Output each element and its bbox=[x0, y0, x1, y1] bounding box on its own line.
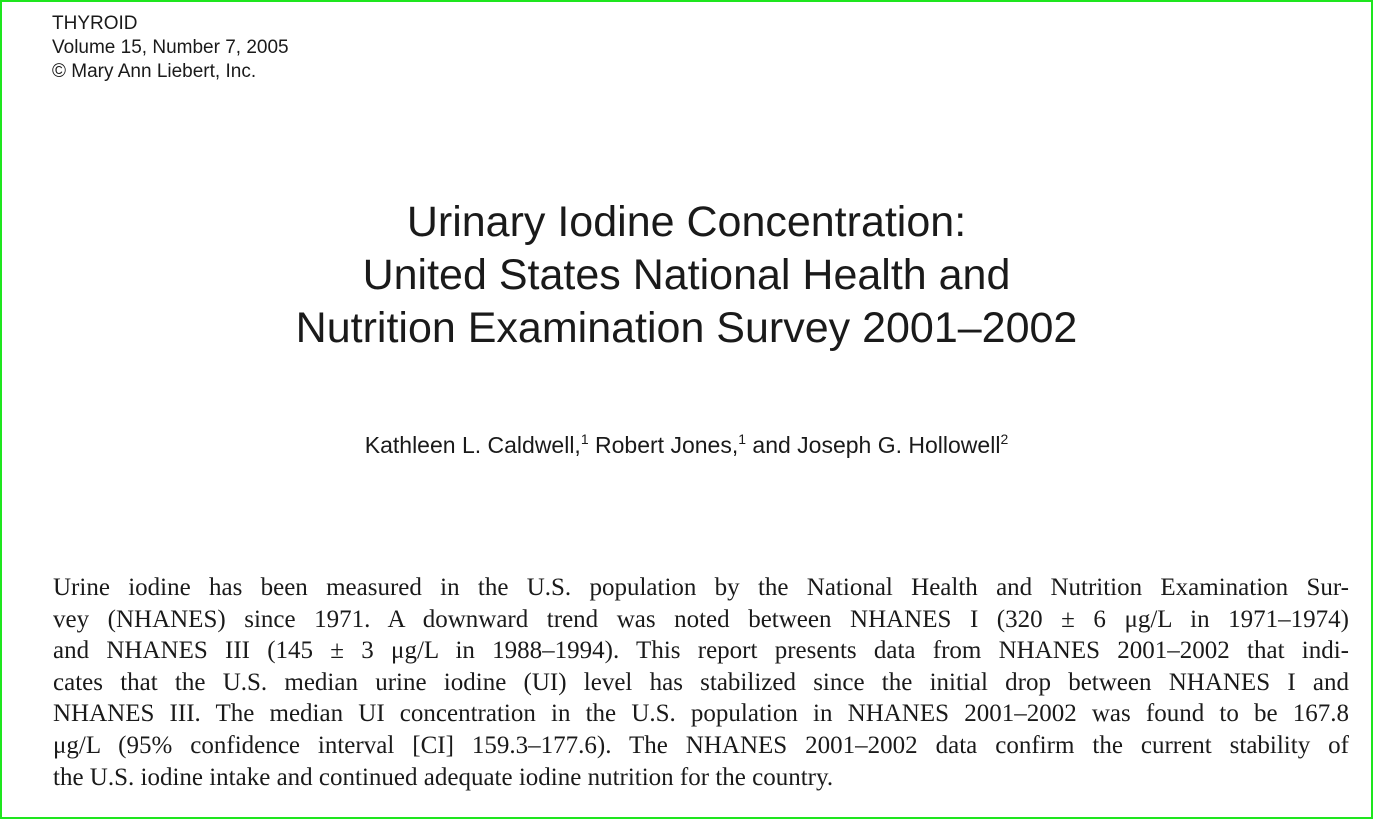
author-name: Robert Jones, bbox=[588, 432, 739, 458]
abstract-line: the U.S. iodine intake and continued adequate iodine nutrition for the country. bbox=[53, 763, 834, 791]
journal-name: THYROID bbox=[52, 13, 138, 34]
abstract bbox=[53, 572, 1349, 793]
title-line: Nutrition Examination Survey 2001–2002 bbox=[295, 304, 1078, 352]
abstract-line: NHANES III. The median UI concentration in the U.S. population in NHANES 2001–2002 was found to be 167.8 bbox=[53, 700, 1349, 728]
author-affiliation: 1 bbox=[738, 431, 747, 447]
author-list bbox=[2, 430, 1371, 460]
abstract-line: and NHANES III (145 ± 3 μg/L in 1988–1994). This report presents data from NHANES 2001–2002 that indi- bbox=[53, 637, 1349, 665]
author-affiliation: 2 bbox=[1000, 431, 1009, 447]
journal-volume: Volume 15, Number 7, 2005 bbox=[52, 37, 289, 58]
abstract-line: μg/L (95% confidence interval [CI] 159.3–177.6). The NHANES 2001–2002 data confirm the current stability of bbox=[53, 731, 1349, 759]
article-title bbox=[2, 196, 1371, 355]
title-line: Urinary Iodine Concentration: bbox=[406, 198, 967, 246]
journal-copyright: © Mary Ann Liebert, Inc. bbox=[52, 61, 257, 82]
journal-info bbox=[52, 12, 289, 84]
author-name: and Joseph G. Hollowell bbox=[746, 432, 1001, 458]
author-affiliation: 1 bbox=[580, 431, 589, 447]
title-line: United States National Health and bbox=[362, 251, 1011, 299]
author-name: Kathleen L. Caldwell, bbox=[364, 432, 581, 458]
abstract-line: Urine iodine has been measured in the U.S. population by the National Health and Nutrition Examination Sur- bbox=[53, 574, 1349, 601]
abstract-line: cates that the U.S. median urine iodine (UI) level has stabilized since the initial drop between NHANES I and bbox=[53, 668, 1349, 696]
abstract-line: vey (NHANES) since 1971. A downward trend was noted between NHANES I (320 ± 6 μg/L in 1971–1974) bbox=[53, 605, 1349, 633]
